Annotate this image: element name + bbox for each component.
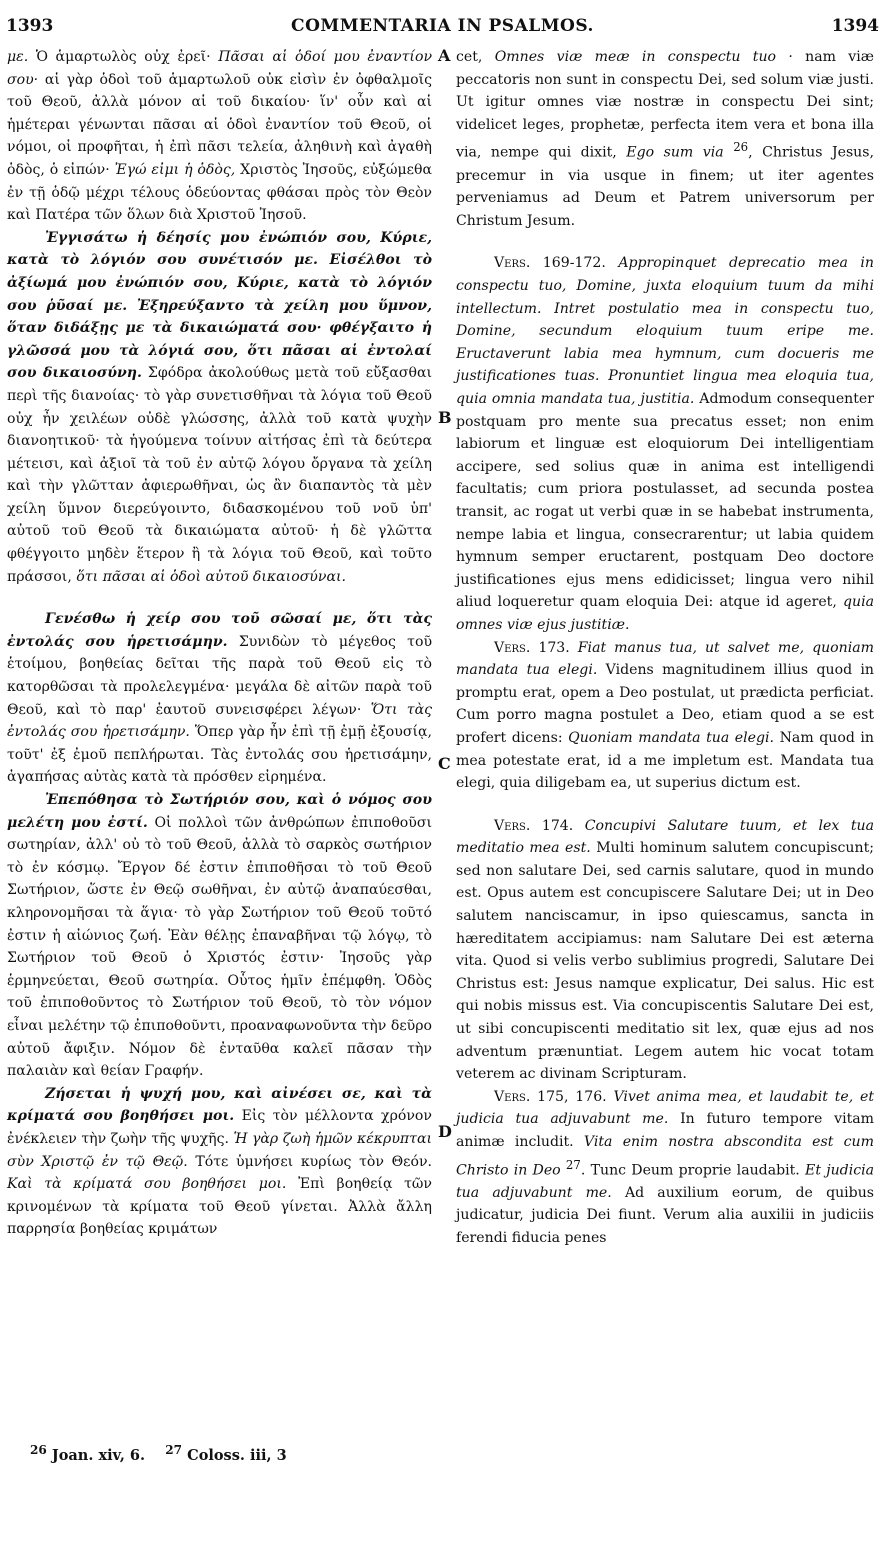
page-number-right: 1394 — [831, 16, 879, 36]
footnotes — [30, 1443, 287, 1464]
footnote-text: Coloss. iii, 3 — [187, 1446, 287, 1464]
greek-text: Οἱ πολλοὶ τῶν ἀνθρώπων ἐπιποθοῦσι σωτηρίαν, ἀλλ' οὐ τὸ τοῦ Θεοῦ, ἀλλὰ τὸ σαρκὸς σωτήριον τὸ ἐν κόσμῳ. Ἔργον δέ ἐστιν ἐπιποθῆσαι τὸ τοῦ Θεοῦ Σωτήριον, ὥστε ἐν Θεῷ σωθῆναι, ἐν αὐτῷ ἀναπαύεσθαι, κληρονομῆσαι τὰ ἅγια· τὸ γὰρ Σωτήριον τοῦ Θεοῦ τοῦτό ἐστιν ἡ αἰώνιος ζωή. Ἐὰν θέλῃς ἐπαναβῆναι τῷ λόγῳ, τὸ Σωτήριον τοῦ Θεοῦ ὁ Χριστός ἐστιν· Ἰησοῦς γὰρ ἑρμηνεύεται, Θεοῦ σωτηρία. Οὗτος ἡμῖν ἐπέμφθη. Ὁδὸς τοῦ ἐπιποθοῦντος τὸ Σωτήριον τοῦ Θεοῦ, τὸ τὸν νόμον εἶναι μελέτην τῷ ἐπιποθοῦντι, προαναφωνοῦντα τὴν δεῦρο αὐτοῦ ἄφιξιν. Νόμον δὲ ἐνταῦθα καλεῖ πᾶσαν τὴν παλαιὰν καὶ θείαν Γραφήν. — [7, 814, 433, 1080]
greek-text: Ὅτι τὰς ἐντολάς σου ἡρετισάμην. — [7, 701, 432, 741]
verse-reference: Vers. 174. — [494, 817, 574, 834]
latin-text: Omnes viæ meæ in conspectu tuo · — [494, 49, 793, 65]
verse-reference: Vers. 173. — [494, 639, 570, 656]
verse-reference: Vers. 175, 176. — [494, 1088, 607, 1105]
greek-verse-text: Γενέσθω ἡ χείρ σου τοῦ σῶσαί με, ὅτι τὰς ἐντολάς σου ἡρετισάμην. — [7, 611, 432, 650]
greek-paragraph — [7, 608, 432, 789]
latin-text: cet, — [456, 49, 483, 65]
latin-verse-text: Fiat manus tua, ut salvet me, quoniam mandata tua elegi. — [456, 639, 875, 679]
greek-text: Ὁ ἁμαρτωλὸς οὐχ ἐρεῖ· — [35, 49, 211, 65]
greek-text: με. — [7, 49, 29, 65]
greek-verse-text: Ἐγγισάτω ἡ δέησίς μου ἐνώπιόν σου, Κύριε, κατὰ τὸ λόγιόν σου συνέτισόν με. Εἰσέλθοι τὸ ἀξίωμά μου ἐνώπιόν σου, Κύριε, κατὰ τὸ λόγιόν σου ῥῦσαί με. Ἐξηρεύξαντο τὰ χείλη μου ὕμνον, ὅταν διδάξῃς με τὰ δικαιώματά σου· φθέγξαιτο ἡ γλῶσσά μου τὰ λόγιά σου, ὅτι πᾶσαι αἱ ἐντολαί σου δικαιοσύνη. — [7, 229, 432, 382]
margin-letters — [434, 46, 454, 1446]
margin-letter-b: B — [438, 408, 452, 427]
greek-text: ὅτι πᾶσαι αἱ ὁδοὶ αὐτοῦ δικαιοσύναι. — [76, 568, 346, 585]
greek-text: Ἐγώ εἰμι ἡ ὁδὸς, — [114, 161, 236, 178]
running-header — [0, 16, 885, 40]
latin-text: . Tunc Deum proprie laudabit. — [580, 1162, 800, 1179]
latin-text: nam viæ peccatoris non sunt in conspectu Dei, sed solum viæ justi. Ut igitur omnes viæ nostræ in conspectu Dei sint; videlicet leges, prophetæ, perfecta item vera et bona illa via, nempe qui dixit, — [456, 49, 875, 162]
latin-paragraph — [456, 815, 874, 1086]
greek-text: Καὶ τὰ κρίματά σου βοηθήσει μοι. — [7, 1176, 287, 1193]
verse-reference: Vers. 169-172. — [494, 255, 606, 272]
footnote-ref: 26 — [733, 140, 749, 155]
footnote-ref: 27 — [565, 1157, 581, 1172]
running-title: COMMENTARIA IN PSALMOS. — [291, 16, 594, 36]
margin-letter-c: C — [438, 754, 451, 773]
latin-paragraph — [456, 252, 874, 636]
latin-text: In futuro tempore vitam animæ includit. — [456, 1111, 875, 1150]
latin-text: Quoniam mandata tua elegi. — [568, 729, 775, 746]
greek-paragraph — [7, 227, 432, 589]
latin-text: Admodum consequenter postquam pro mente sua precatus esset; non enim labiorum et linguæ est eloquiorum Dei intelligentiam accipere, sed solius quæ in anima est intelligendi facultatis; cum priora postulasset, ad secunda postea transit, ac rogat ut verbi quæ in se habebat instrumenta, nempe labia et lingua, consecrarentur; ut labia quidem hymnum semper eructarent, postquam Deo doctore justificationes ejus mens edidicisset; lingua vero nihil aliud loqueretur quam eloquia Dei: atque id ageret, — [456, 391, 874, 611]
footnote-number: 26 — [30, 1443, 47, 1457]
greek-text: Ἡ γὰρ ζωὴ ἡμῶν κέκρυπται σὺν Χριστῷ ἐν τῷ Θεῷ. — [7, 1130, 432, 1170]
greek-text: Τότε ὑμνήσει κυρίως τὸν Θεόν. — [195, 1153, 432, 1170]
latin-verse-text: Concupivi Salutare tuum, et lex tua meditatio mea est. — [456, 817, 875, 857]
latin-text: Ego sum via — [626, 145, 724, 162]
greek-text: αἱ γὰρ ὁδοὶ τοῦ ἁμαρτωλοῦ οὐκ εἰσὶν ἐν ὀφθαλμοῖς τοῦ Θεοῦ, ἀλλὰ μόνον αἱ τοῦ δικαίου· ἵν' οὖν καὶ αἱ ἡμέτεραι γένωνται πᾶσαι αἱ ὁδοὶ ἐναντίον τοῦ Θεοῦ, οἱ νόμοι, οἱ προφῆται, ἡ ἐπὶ πᾶσι τελεία, ἀληθινὴ καὶ ἀγαθὴ ὁδὸς, ὁ εἰπών· — [7, 71, 432, 178]
latin-paragraph — [456, 46, 874, 232]
margin-letter-a: A — [438, 46, 451, 65]
latin-paragraph — [456, 637, 874, 795]
greek-text: Ὅπερ γὰρ ἦν ἐπὶ τῇ ἐμῇ ἐξουσίᾳ, τοῦτ' ἐξ ἐμοῦ πεπλήρωται. Τὰς ἐντολάς σου ἡρετισάμην, ἀγαπήσας αὐτὰς κατὰ τὰ πρόσθεν εἰρημένα. — [7, 724, 433, 786]
margin-letter-d: D — [438, 1122, 452, 1141]
greek-text: Ἐπὶ βοηθείᾳ τῶν κρινομένων τὰ κρίματα τοῦ Θεοῦ γίνεται. Ἀλλὰ ἄλλη παρρησία βοηθείας κριμάτων — [7, 1176, 432, 1238]
latin-text: , Christus Jesus, precemur in via usque in finem; ut iter agentes perveniamus ad Deum et Patrem universorum per Christum Jesum. — [456, 145, 874, 229]
greek-verse-text: Ἐπεπόθησα τὸ Σωτήριόν σου, καὶ ὁ νόμος σου μελέτη μου ἐστί. — [7, 792, 432, 831]
latin-text: Ad auxilium eorum, de quibus judicatur, judicia Dei fiunt. Verum alia auxilii in judiciis ferendi fiducia penes — [456, 1184, 875, 1247]
latin-text: Vita enim nostra abscondita est cum Christo in Deo — [456, 1134, 875, 1179]
latin-text: Videns magnitudinem illius quod in promptu erat, opem a Deo postulat, ut prædicta perficiat. Cum porro magna postulet a Deo, etiam quod a se est profert dicens: — [456, 662, 874, 746]
greek-text: Εἰς τὸν μέλλοντα χρόνον ἐνέκλειεν τὴν ζωὴν τῆς ψυχῆς. — [7, 1108, 432, 1147]
greek-text: Σφόδρα ἀκολούθως μετὰ τοῦ εὔξασθαι περὶ τῆς διανοίας· τὸ γὰρ συνετισθῆναι τὰ λόγια τοῦ Θεοῦ οὐχ ἦν χειλέων οὐδὲ γλώσσης, ἀλλὰ τοῦ κατὰ ψυχὴν διανοητικοῦ· τὰ ἡγούμενα τοίνυν αἰτήσας ἐπὶ τὰ δεύτερα μέτεισι, καὶ ἀξιοῖ τὰ τοῦ ἐν αὐτῷ λόγου ὄργανα τὰ χείλη καὶ τὴν γλῶτταν ἀφιερωθῆναι, ὡς ἂν διαπαντὸς τὰ μὲν χείλη ὕμνον διερεύγοιντο, διδασκομένου τοῦ νοῦ ὑπ' αὐτοῦ τοῦ Θεοῦ τὰ δικαιώματα αὐτοῦ· ἡ δὲ γλῶττα φθέγγοιτο μηδὲν ἕτερον ἢ τὰ λόγια τοῦ Θεοῦ, καὶ τοῦτο πράσσοι, — [7, 365, 432, 585]
greek-paragraph — [7, 789, 432, 1083]
latin-verse-text: Vivet anima mea, et laudabit te, et judicia tua adjuvabunt me. — [456, 1088, 875, 1128]
page-number-left: 1393 — [6, 16, 54, 36]
latin-verse-text: Appropinquet deprecatio mea in conspectu tuo, Domine, juxta eloquium tuum da mihi intellectum. Intret postulatio mea in conspectu tuo, Domine, secundum eloquium tuum eripe me. Eructaverunt labia mea hymnum, cum docueris me justificationes tuas. Pronuntiet lingua mea eloquia tua, quia omnia mandata tua, justitia. — [456, 255, 874, 407]
latin-text: Et judicia tua adjuvabunt me. — [456, 1162, 874, 1201]
footnote-number: 27 — [165, 1443, 183, 1457]
latin-text: Multi hominum salutem concupiscunt; sed non salutare Dei, sed carnis salutare, quod in mundo est. Opus autem est concupiscere Salutare Dei; ut in Deo salutem nanciscamur, in ipso quiescamus, sancta in hæreditatem accipiamus: nam Salutare Dei est æterna vita. Quod si velis verbo sublimius progredi, Salutare Dei Christus est: Jesus namque explicatur, Dei salus. Hic est qui nobis missus est. Via concupiscentis Salutare Dei est, ut sibi concupiscenti meditatio sit lex, quæ ejus ad nos adventum prænuntiat. Legem autem hic vocat totam veterem ac divinam Scripturam. — [456, 840, 875, 1083]
greek-text: Πᾶσαι αἱ ὁδοί μου ἐναντίον σου· — [7, 49, 433, 88]
latin-column — [456, 46, 874, 1250]
latin-paragraph — [456, 1086, 874, 1250]
greek-paragraph — [7, 46, 432, 227]
latin-text: Nam quod in mea potestate erat, id a me impletum est. Mandata tua elegi, quia diligebam ea, ut superius dictum est. — [456, 729, 875, 792]
latin-text: quia omnes viæ ejus justitiæ. — [456, 594, 874, 633]
footnote-text: Joan. xiv, 6. — [51, 1446, 146, 1464]
greek-paragraph — [7, 1083, 432, 1241]
greek-column — [7, 46, 432, 1241]
greek-verse-text: Ζήσεται ἡ ψυχή μου, καὶ αἰνέσει σε, καὶ τὰ κρίματά σου βοηθήσει μοι. — [7, 1085, 432, 1125]
greek-text: Συνιδὼν τὸ μέγεθος τοῦ ἑτοίμου, βοηθείας δεῖται τῆς παρὰ τοῦ Θεοῦ εἰς τὸ κατορθῶσαι τὰ προλελεγμένα· μεγάλα δὲ αἰτῶν παρὰ τοῦ Θεοῦ, καὶ τὸ παρ' ἑαυτοῦ συνεισφέρει λέγων· — [7, 633, 433, 718]
greek-text: Χριστὸς Ἰησοῦς, εὐξώμεθα ἐν τῇ ὁδῷ μέχρι τέλους ὁδεύοντας φθάσαι πρὸς τὸν Θεὸν καὶ Πατέρα τῶν ὅλων διὰ Χριστοῦ Ἰησοῦ. — [7, 161, 432, 224]
